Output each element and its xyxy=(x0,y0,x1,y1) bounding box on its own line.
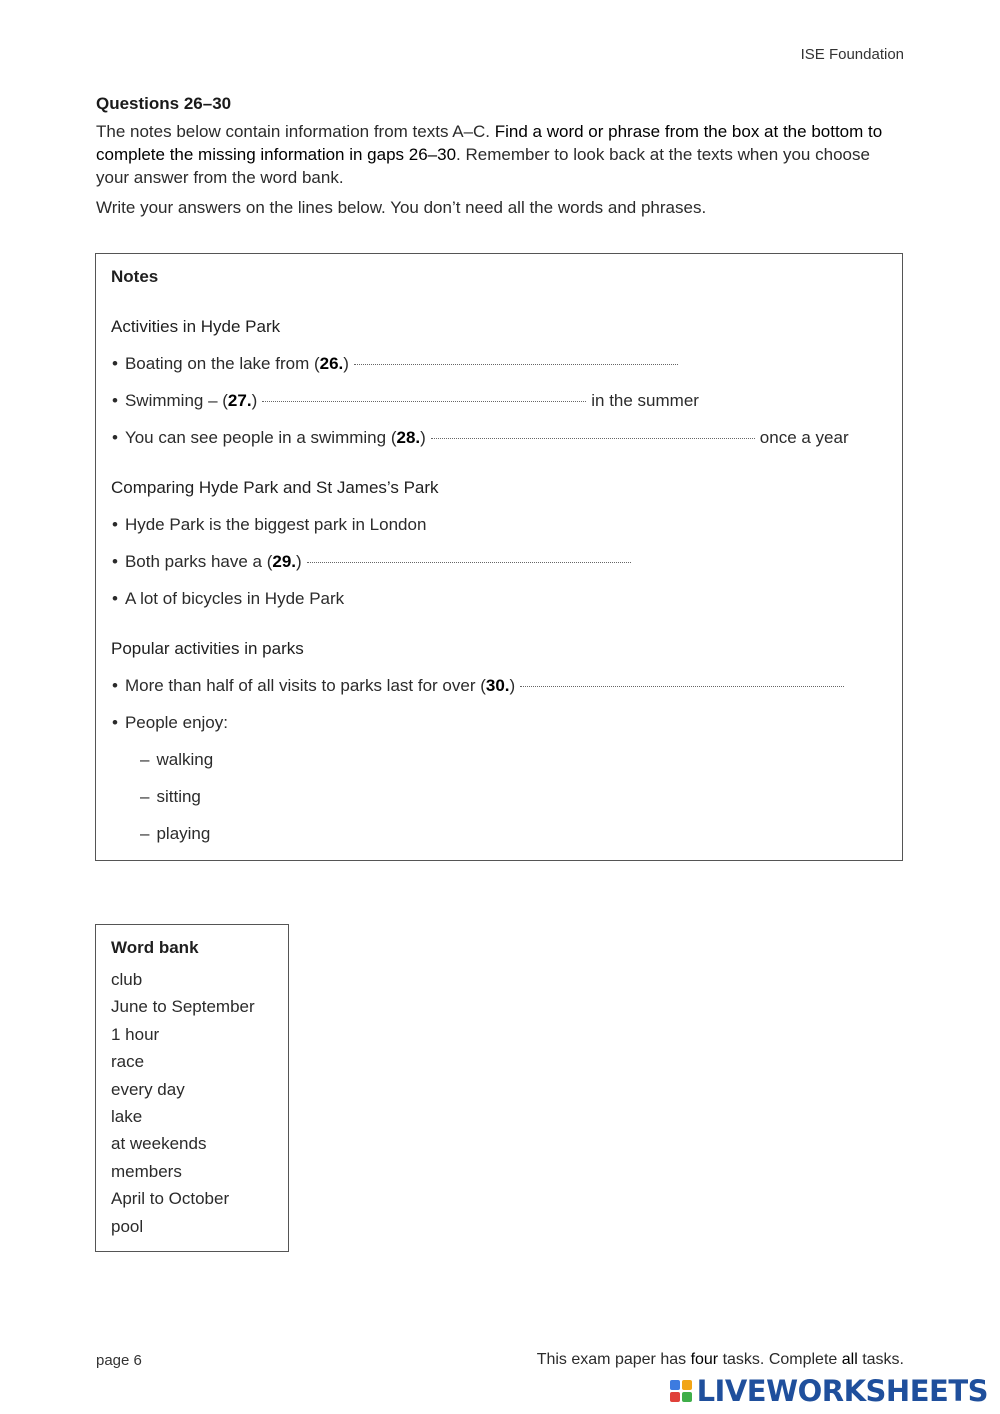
sub-item-text: sitting xyxy=(156,787,201,806)
intro-paragraph xyxy=(96,120,906,189)
bullet-icon: • xyxy=(112,676,118,695)
bullet-icon: • xyxy=(112,391,118,410)
word-bank-item: members xyxy=(111,1161,182,1181)
logo-square xyxy=(670,1380,680,1390)
sub-item xyxy=(140,750,213,770)
word-bank-item: every day xyxy=(111,1079,185,1099)
gap-number-28: 28. xyxy=(396,428,421,447)
liveworksheets-logo[interactable] xyxy=(670,1374,988,1408)
word-bank-title: Word bank xyxy=(111,938,199,957)
section-heading-comparing: Comparing Hyde Park and St James’s Park xyxy=(111,478,439,497)
intro-text-emphasis: Find a word or phrase from the box at the bottom to complete the missing information in gaps 26–30 xyxy=(96,122,883,164)
word-bank-item: pool xyxy=(111,1216,144,1236)
footer-emphasis: all xyxy=(841,1351,858,1368)
note-text: Both parks have a ( xyxy=(124,552,273,571)
footer-text: tasks. Complete xyxy=(718,1351,842,1368)
bullet-icon: • xyxy=(112,515,118,534)
bullet-icon: • xyxy=(112,428,118,447)
logo-grid-icon xyxy=(670,1380,692,1402)
word-bank-item: June to September xyxy=(111,997,255,1017)
answer-line-29[interactable] xyxy=(307,561,631,563)
gap-number-27: 27. xyxy=(227,391,252,410)
answer-line-26[interactable] xyxy=(354,363,678,365)
sub-item-text: playing xyxy=(156,824,211,843)
footer-text: tasks. xyxy=(857,1351,904,1368)
section-heading-popular: Popular activities in parks xyxy=(111,639,304,658)
word-bank-list xyxy=(111,966,255,1240)
dash-icon: – xyxy=(140,787,150,806)
note-text-after: in the summer xyxy=(591,391,699,410)
word-bank-item: 1 hour xyxy=(111,1024,160,1044)
exam-name: ISE Foundation xyxy=(800,46,904,63)
note-text: Hyde Park is the biggest park in London xyxy=(124,515,427,534)
answer-line-30[interactable] xyxy=(520,685,844,687)
intro-text-2: . Remember to look back at the texts when you choose your answer from the word bank. xyxy=(96,145,870,187)
bullet-icon: • xyxy=(112,552,118,571)
footer-text: This exam paper has xyxy=(536,1351,691,1368)
note-text-after: once a year xyxy=(759,428,849,447)
dash-icon: – xyxy=(140,750,150,769)
note-text: You can see people in a swimming ( xyxy=(124,428,397,447)
note-item-27 xyxy=(112,391,699,411)
note-text: Swimming – ( xyxy=(124,391,228,410)
note-text: Boating on the lake from ( xyxy=(124,354,320,373)
instruction-text: Write your answers on the lines below. You don’t need all the words and phrases. xyxy=(96,198,707,217)
note-text: ) xyxy=(343,354,349,373)
note-item xyxy=(112,713,228,733)
answer-line-27[interactable] xyxy=(262,400,586,402)
note-item-29 xyxy=(112,552,636,572)
sub-item xyxy=(140,787,201,807)
word-bank-item: at weekends xyxy=(111,1134,207,1154)
note-item xyxy=(112,589,344,609)
gap-number-26: 26. xyxy=(319,354,344,373)
word-bank-item: club xyxy=(111,970,143,989)
sub-item-text: walking xyxy=(156,750,214,769)
note-text: ) xyxy=(420,428,426,447)
word-bank-item: race xyxy=(111,1052,145,1072)
note-text: A lot of bicycles in Hyde Park xyxy=(124,589,345,608)
word-bank-item: April to October xyxy=(111,1189,230,1209)
bullet-icon: • xyxy=(112,713,118,732)
note-text: People enjoy: xyxy=(124,713,228,732)
intro-text-1: The notes below contain information from texts A–C. xyxy=(96,122,495,141)
questions-title: Questions 26–30 xyxy=(96,94,232,113)
bullet-icon: • xyxy=(112,589,118,608)
note-text: More than half of all visits to parks last for over ( xyxy=(124,676,486,695)
note-text: ) xyxy=(251,391,258,410)
note-item-26 xyxy=(112,354,683,374)
notes-title: Notes xyxy=(111,267,159,286)
sub-item xyxy=(140,824,210,844)
note-item xyxy=(112,515,426,535)
logo-square xyxy=(682,1380,692,1390)
page-number: page 6 xyxy=(96,1352,142,1369)
answer-line-28[interactable] xyxy=(431,437,755,439)
note-text: ) xyxy=(296,552,302,571)
gap-number-30: 30. xyxy=(485,676,510,695)
footer-emphasis: four xyxy=(690,1351,719,1368)
word-bank-item: lake xyxy=(111,1107,143,1127)
footer-note xyxy=(537,1351,904,1369)
logo-square xyxy=(682,1392,692,1402)
dash-icon: – xyxy=(140,824,150,843)
bullet-icon: • xyxy=(112,354,118,373)
logo-text: LIVEWORKSHEETS xyxy=(696,1374,988,1408)
gap-number-29: 29. xyxy=(272,552,297,571)
logo-square xyxy=(670,1392,680,1402)
note-item-28 xyxy=(112,428,849,448)
note-text: ) xyxy=(509,676,516,695)
section-heading-activities: Activities in Hyde Park xyxy=(111,317,281,336)
note-item-30 xyxy=(112,676,849,696)
